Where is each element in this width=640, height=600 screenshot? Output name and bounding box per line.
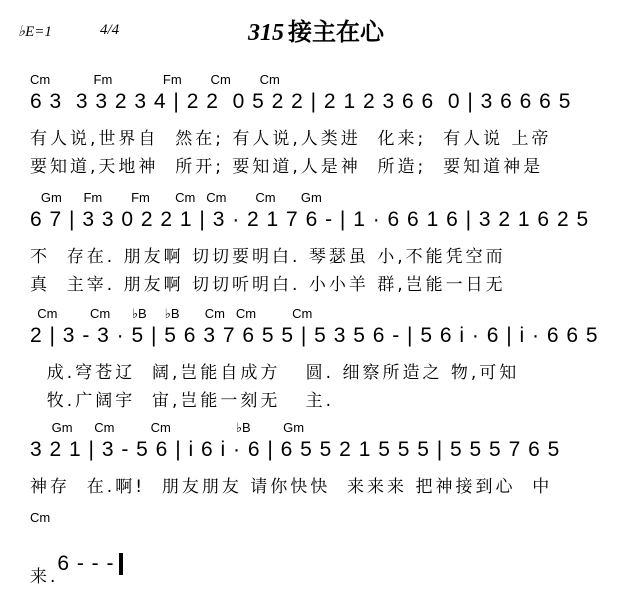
lyrics-verse-1: 有人说,世界自 然在; 有人说,人类进 化来; 有人说 上帝 [30, 129, 552, 149]
lyrics-verse-2: 牧.广阔宇 宙,岂能一刻无 主. [30, 391, 335, 411]
hymn-number: 315 [248, 20, 284, 46]
key-signature: ♭E=1 [18, 24, 52, 40]
lyrics-verse-1: 神存 在.啊! 朋友朋友 请你快快 来来来 把神接到心 中 [30, 477, 553, 497]
notation-line: 6 3 3 3 2 3 4 | 2 2 0 5 2 2 | 2 1 2 3 6 6 0 | 3 6 6 6 5 [30, 90, 572, 113]
final-barline [119, 553, 123, 575]
song-title [248, 12, 384, 47]
chord-line: Gm Cm Cm ♭B Gm [30, 420, 305, 435]
time-signature: 4/4 [100, 22, 120, 38]
notation-line: 2 | 3 - 3 · 5 | 5 6 3 7 6 5 5 | 5 3 5 6 - | 5 6 i · 6 | i · 6 6 5 [30, 324, 599, 347]
hymn-title: 接主在心 [288, 18, 384, 46]
chord-line: Cm [30, 510, 51, 525]
chord-line: Cm Fm Fm Cm Cm [30, 72, 280, 87]
notation-line: 3 2 1 | 3 - 5 6 | i 6 i · 6 | 6 5 5 2 1 5 5 5 | 5 5 5 7 6 5 [30, 438, 561, 461]
lyrics-verse-1: 不 存在. 朋友啊 切切要明白. 琴瑟虽 小,不能凭空而 [30, 247, 506, 267]
lyrics-verse-2: 要知道,天地神 所开; 要知道,人是神 所造; 要知道神是 [30, 157, 544, 177]
lyrics-verse-1: 成.穹苍辽 阔,岂能自成方 圆. 细察所造之 物,可知 [30, 363, 520, 383]
chord-line: Gm Fm Fm Cm Cm Cm Gm [30, 190, 322, 205]
lyrics-verse-1: 来. [30, 567, 59, 587]
notation-line: 6 7 | 3 3 0 2 2 1 | 3 · 2 1 7 6 - | 1 · 6 6 1 6 | 3 2 1 6 2 5 [30, 208, 590, 231]
final-notes: 6 - - - [57, 552, 115, 575]
chord-line: Cm Cm ♭B ♭B Cm Cm Cm [30, 306, 313, 321]
lyrics-verse-2: 真 主宰. 朋友啊 切切听明白. 小小羊 群,岂能一日无 [30, 275, 506, 295]
